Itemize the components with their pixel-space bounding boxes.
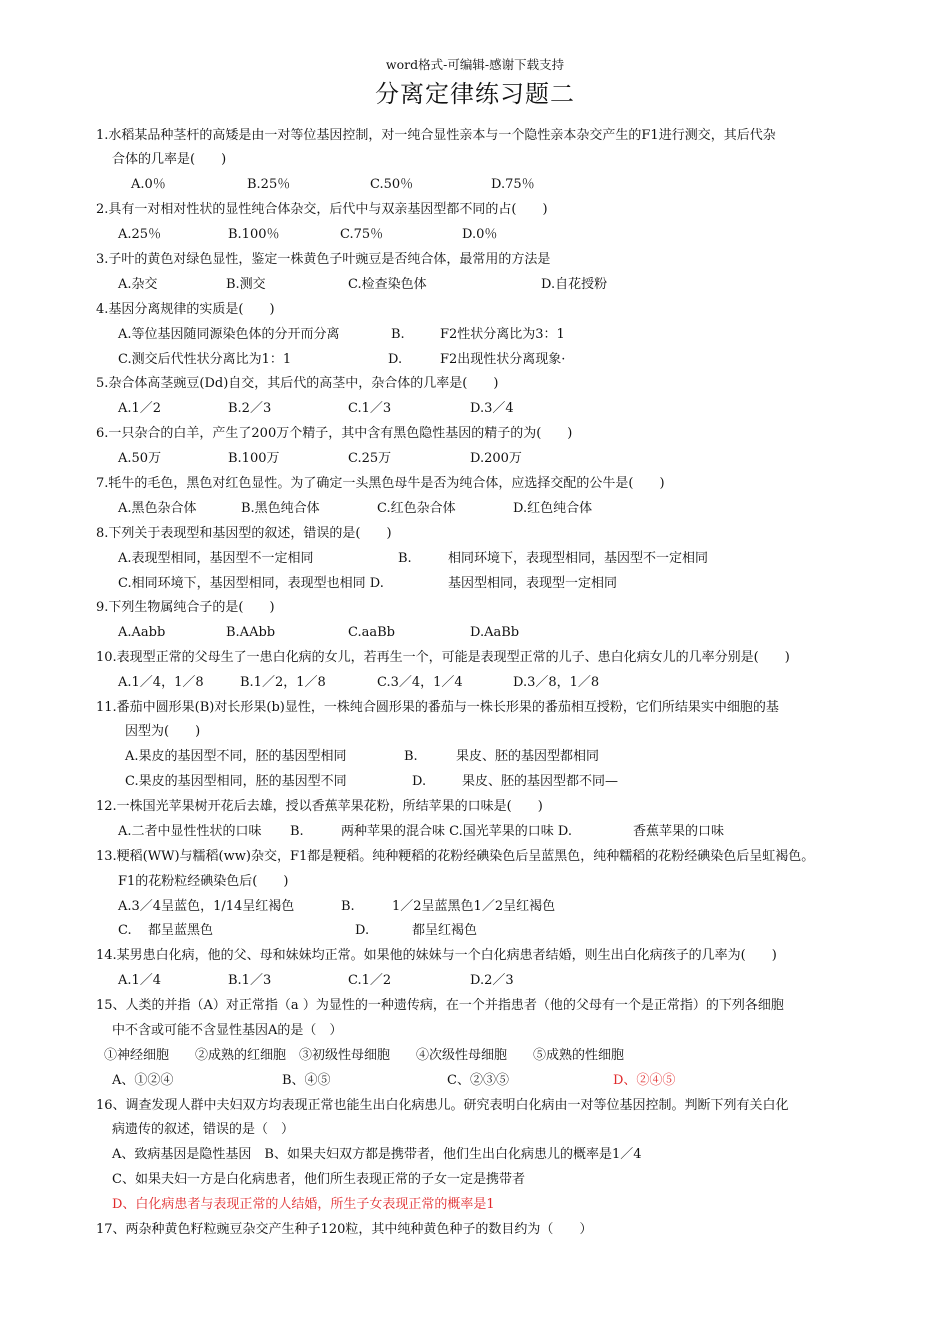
q9-stem: 9.下列生物属纯合子的是( ) <box>96 600 275 615</box>
q2-option-b: B.100％ <box>228 227 280 242</box>
q9-option-d: D.AaBb <box>470 625 520 640</box>
q8-option-a: A.表现型相同，基因型不一定相同 <box>118 551 314 566</box>
q8-option-c: C.相同环境下，基因型相同，表现型也相同 D. <box>118 576 384 591</box>
page-title: 分离定律练习题二 <box>375 80 575 108</box>
q9-option-c: C.aaBb <box>348 625 395 640</box>
q13-option-a: A.3／4呈蓝色，1/14呈红褐色 <box>118 899 295 914</box>
q5-option-c: C.1／3 <box>348 401 392 416</box>
q6-option-c: C.25万 <box>348 451 392 466</box>
q15-stem-line1: 15、人类的并指（A）对正常指（a ）为显性的一种遗传病，在一个并指患者（他的父母有一个是正常指）的下列各细胞 <box>96 998 784 1013</box>
q2-option-d: D.0％ <box>462 227 498 242</box>
q15-option-c: C、②③⑤ <box>447 1073 509 1088</box>
q15-option-b: B、④⑤ <box>282 1073 331 1088</box>
q12-option-b-c-d: 两种苹果的混合味 C.国光苹果的口味 D. <box>341 824 572 839</box>
q13-option-c-text: 都呈蓝黑色 <box>148 923 214 938</box>
q4-option-a: A.等位基因随同源染色体的分开而分离 <box>118 327 340 342</box>
q4-option-d-text: F2出现性状分离现象· <box>440 352 566 367</box>
q1-stem-line2: 合体的几率是( ) <box>112 152 227 167</box>
q11-stem-line2: 因型为( ) <box>125 724 201 739</box>
q9-option-a: A.Aabb <box>118 625 166 640</box>
q4-option-b-letter: B. <box>391 327 405 342</box>
q5-option-b: B.2／3 <box>228 401 272 416</box>
q2-stem: 2.具有一对相对性状的显性纯合体杂交，后代中与双亲基因型都不同的占( ) <box>96 202 548 217</box>
q6-stem: 6.一只杂合的白羊，产生了200万个精子，其中含有黑色隐性基因的精子的为( ) <box>96 426 573 441</box>
q7-option-b: B.黑色纯合体 <box>241 501 320 516</box>
q17-stem: 17、两杂种黄色籽粒豌豆杂交产生种子120粒，其中纯种黄色种子的数目约为（ ） <box>96 1222 593 1237</box>
q13-option-b-text: 1／2呈蓝黑色1／2呈红褐色 <box>392 899 556 914</box>
q6-option-d: D.200万 <box>470 451 522 466</box>
q3-option-d: D.自花授粉 <box>541 277 608 292</box>
q14-option-b: B.1／3 <box>228 973 272 988</box>
q14-stem: 14.某男患白化病，他的父、母和妹妹均正常。如果他的妹妹与一个白化病患者结婚，则生出白化病孩子的几率为( ) <box>96 948 777 963</box>
q5-option-a: A.1／2 <box>118 401 162 416</box>
q3-stem: 3.子叶的黄色对绿色显性，鉴定一株黄色子叶豌豆是否纯合体，最常用的方法是 <box>96 252 551 267</box>
q8-option-b-letter: B. <box>398 551 412 566</box>
q6-option-b: B.100万 <box>228 451 280 466</box>
q15-stem-line2: 中不含或可能不含显性基因A的是（ ） <box>112 1023 343 1038</box>
q11-option-c: C.果皮的基因型相同，胚的基因型不同 <box>125 774 347 789</box>
q4-option-b-text: F2性状分离比为3：1 <box>440 327 565 342</box>
q13-option-c-letter: C. <box>118 923 132 938</box>
q13-option-b-letter: B. <box>341 899 355 914</box>
q16-option-d-answer: D、白化病患者与表现正常的人结婚，所生子女表现正常的概率是1 <box>112 1197 495 1212</box>
q12-option-a: A.二者中显性性状的口味 <box>118 824 262 839</box>
q12-stem: 12.一株国光苹果树开花后去雄，授以香蕉苹果花粉，所结苹果的口味是( ) <box>96 799 543 814</box>
q8-option-b-text: 相同环境下，表现型相同，基因型不一定相同 <box>448 551 709 566</box>
q13-stem-line1: 13.粳稻(WW)与糯稻(ww)杂交，F1都是粳稻。纯种粳稻的花粉经碘染色后呈蓝黑色，纯种糯稻的花粉经碘染色后呈虹褐色。 <box>96 849 815 864</box>
q13-option-d-text: 都呈红褐色 <box>412 923 478 938</box>
q13-option-d-letter: D. <box>355 923 370 938</box>
q15-option-a: A、①②④ <box>112 1073 174 1088</box>
q2-option-c: C.75％ <box>340 227 384 242</box>
q5-stem: 5.杂合体高茎豌豆(Dd)自交，其后代的高茎中，杂合体的几率是( ) <box>96 376 499 391</box>
q7-stem: 7.牦牛的毛色，黑色对红色显性。为了确定一头黑色母牛是否为纯合体，应选择交配的公牛是( ) <box>96 476 665 491</box>
q8-option-d-text: 基因型相同，表现型一定相同 <box>448 576 618 591</box>
q14-option-d: D.2／3 <box>470 973 514 988</box>
q11-option-d-letter: D. <box>412 774 427 789</box>
q4-option-d-letter: D. <box>388 352 403 367</box>
q14-option-a: A.1／4 <box>118 973 162 988</box>
q7-option-a: A.黑色杂合体 <box>118 501 197 516</box>
q7-option-d: D.红色纯合体 <box>513 501 593 516</box>
q10-option-c: C.3／4，1／4 <box>377 675 463 690</box>
q10-option-d: D.3／8，1／8 <box>513 675 600 690</box>
q4-stem: 4.基因分离规律的实质是( ) <box>96 302 275 317</box>
q1-option-b: B.25％ <box>247 177 291 192</box>
q10-option-a: A.1／4，1／8 <box>118 675 204 690</box>
q5-option-d: D.3／4 <box>470 401 514 416</box>
q15-option-d-answer: D、②④⑤ <box>613 1073 676 1088</box>
q11-option-b-letter: B. <box>404 749 418 764</box>
q14-option-c: C.1／2 <box>348 973 392 988</box>
q1-stem-line1: 1.水稻某品种茎杆的高矮是由一对等位基因控制，对一纯合显性亲本与一个隐性亲本杂交产生的F1进行测交，其后代杂 <box>96 128 776 143</box>
q11-option-d-text: 果皮、胚的基因型都不同— <box>462 774 619 789</box>
q3-option-a: A.杂交 <box>118 277 158 292</box>
q9-option-b: B.AAbb <box>226 625 276 640</box>
q8-stem: 8.下列关于表现型和基因型的叙述，错误的是( ) <box>96 526 392 541</box>
q15-items: ①神经细胞 ②成熟的红细胞 ③初级性母细胞 ④次级性母细胞 ⑤成熟的性细胞 <box>104 1048 625 1063</box>
q6-option-a: A.50万 <box>118 451 162 466</box>
q11-option-b-text: 果皮、胚的基因型都相同 <box>456 749 600 764</box>
q10-option-b: B.1／2，1／8 <box>240 675 326 690</box>
q11-option-a: A.果皮的基因型不同，胚的基因型相同 <box>125 749 347 764</box>
q16-stem-line1: 16、调查发现人群中夫妇双方均表现正常也能生出白化病患儿。研究表明白化病由一对等位基因控制。判断下列有关白化 <box>96 1098 789 1113</box>
q3-option-b: B.测交 <box>226 277 266 292</box>
q10-stem: 10.表现型正常的父母生了一患白化病的女儿，若再生一个，可能是表现型正常的儿子、患白化病女儿的几率分别是( ) <box>96 650 790 665</box>
q1-option-a: A.0％ <box>131 177 166 192</box>
q3-option-c: C.检查染色体 <box>348 277 427 292</box>
q2-option-a: A.25％ <box>118 227 162 242</box>
q1-option-c: C.50％ <box>370 177 414 192</box>
q16-stem-line2: 病遗传的叙述，错误的是（ ） <box>112 1122 295 1137</box>
q4-option-c: C.测交后代性状分离比为1：1 <box>118 352 292 367</box>
q7-option-c: C.红色杂合体 <box>377 501 456 516</box>
q11-stem-line1: 11.番茄中圆形果(B)对长形果(b)显性，一株纯合圆形果的番茄与一株长形果的番茄相互授粉，它们所结果实中细胞的基 <box>96 700 779 715</box>
q12-option-b-letter: B. <box>290 824 304 839</box>
q13-stem-line2: F1的花粉粒经碘染色后( ) <box>118 874 289 889</box>
q12-option-d-text: 香蕉苹果的口味 <box>633 824 725 839</box>
page-header: word格式-可编辑-感谢下载支持 <box>385 57 565 72</box>
q1-option-d: D.75％ <box>491 177 535 192</box>
q16-option-c: C、如果夫妇一方是白化病患者，他们所生表现正常的子女一定是携带者 <box>112 1172 525 1187</box>
q16-option-a-b: A、致病基因是隐性基因 B、如果夫妇双方都是携带者，他们生出白化病患儿的概率是1／4 <box>112 1147 642 1162</box>
